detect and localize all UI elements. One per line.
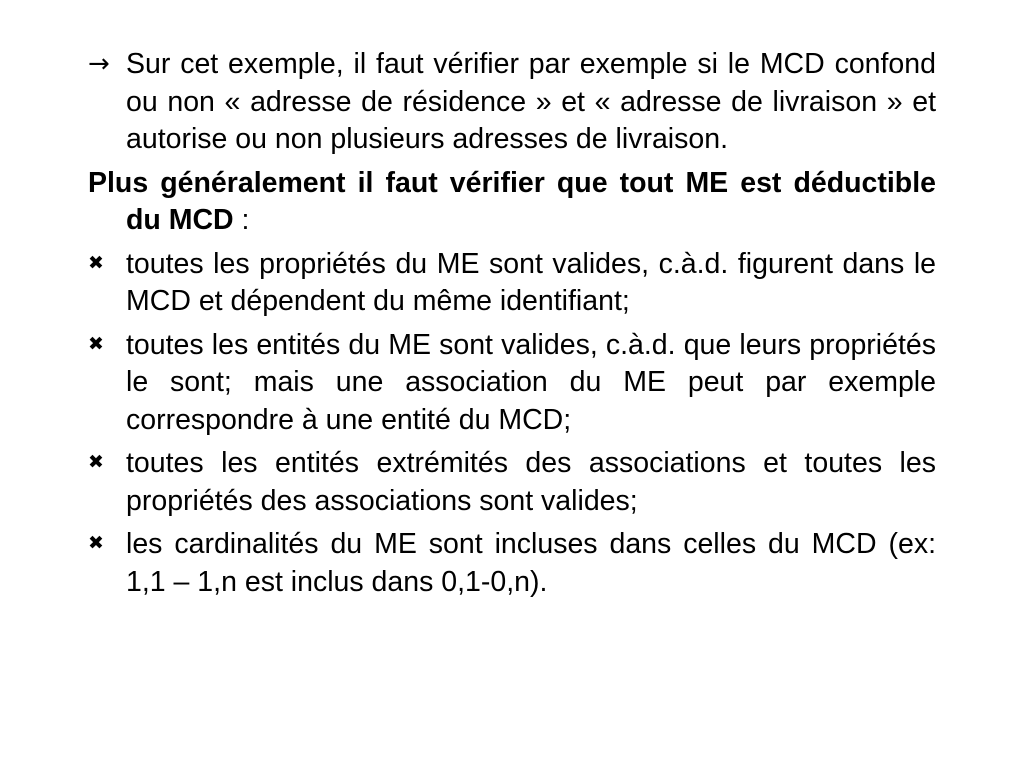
heading-colon: :: [233, 204, 250, 236]
cross-bullet-icon: ✖: [88, 332, 104, 355]
heading-bold-text: Plus généralement il faut vérifier que tout ME est déductible du MCD: [88, 166, 936, 236]
list-item: [88, 445, 936, 520]
list-item: [88, 526, 936, 601]
list-item-text: toutes les entités extrémités des associations et toutes les propriétés des associations sont valides;: [126, 447, 936, 517]
list-item-text: les cardinalités du ME sont incluses dans celles du MCD (ex: 1,1 – 1,n est inclus dans 0,1-0,n).: [126, 528, 936, 598]
cross-bullet-icon: ✖: [88, 451, 104, 473]
list-item: [88, 246, 936, 321]
cross-bullet-icon: ✖: [88, 532, 104, 554]
slide-content: [88, 46, 936, 607]
intro-paragraph: [88, 46, 936, 159]
section-heading: [88, 165, 936, 240]
cross-bullet-icon: ✖: [88, 251, 104, 274]
right-arrow-icon: →: [88, 49, 110, 79]
list-item-text: toutes les propriétés du ME sont valides, c.à.d. figurent dans le MCD et dépendent du même identifiant;: [126, 247, 936, 317]
intro-text: Sur cet exemple, il faut vérifier par exemple si le MCD confond ou non « adresse de résidence » et « adresse de livraison » et autorise ou non plusieurs adresses de livraison.: [126, 48, 936, 155]
list-item-text: toutes les entités du ME sont valides, c.à.d. que leurs propriétés le sont; mais une association du ME peut par exemple correspondre à une entité du MCD;: [126, 328, 936, 436]
criteria-list: [88, 246, 936, 602]
list-item: [88, 327, 936, 440]
